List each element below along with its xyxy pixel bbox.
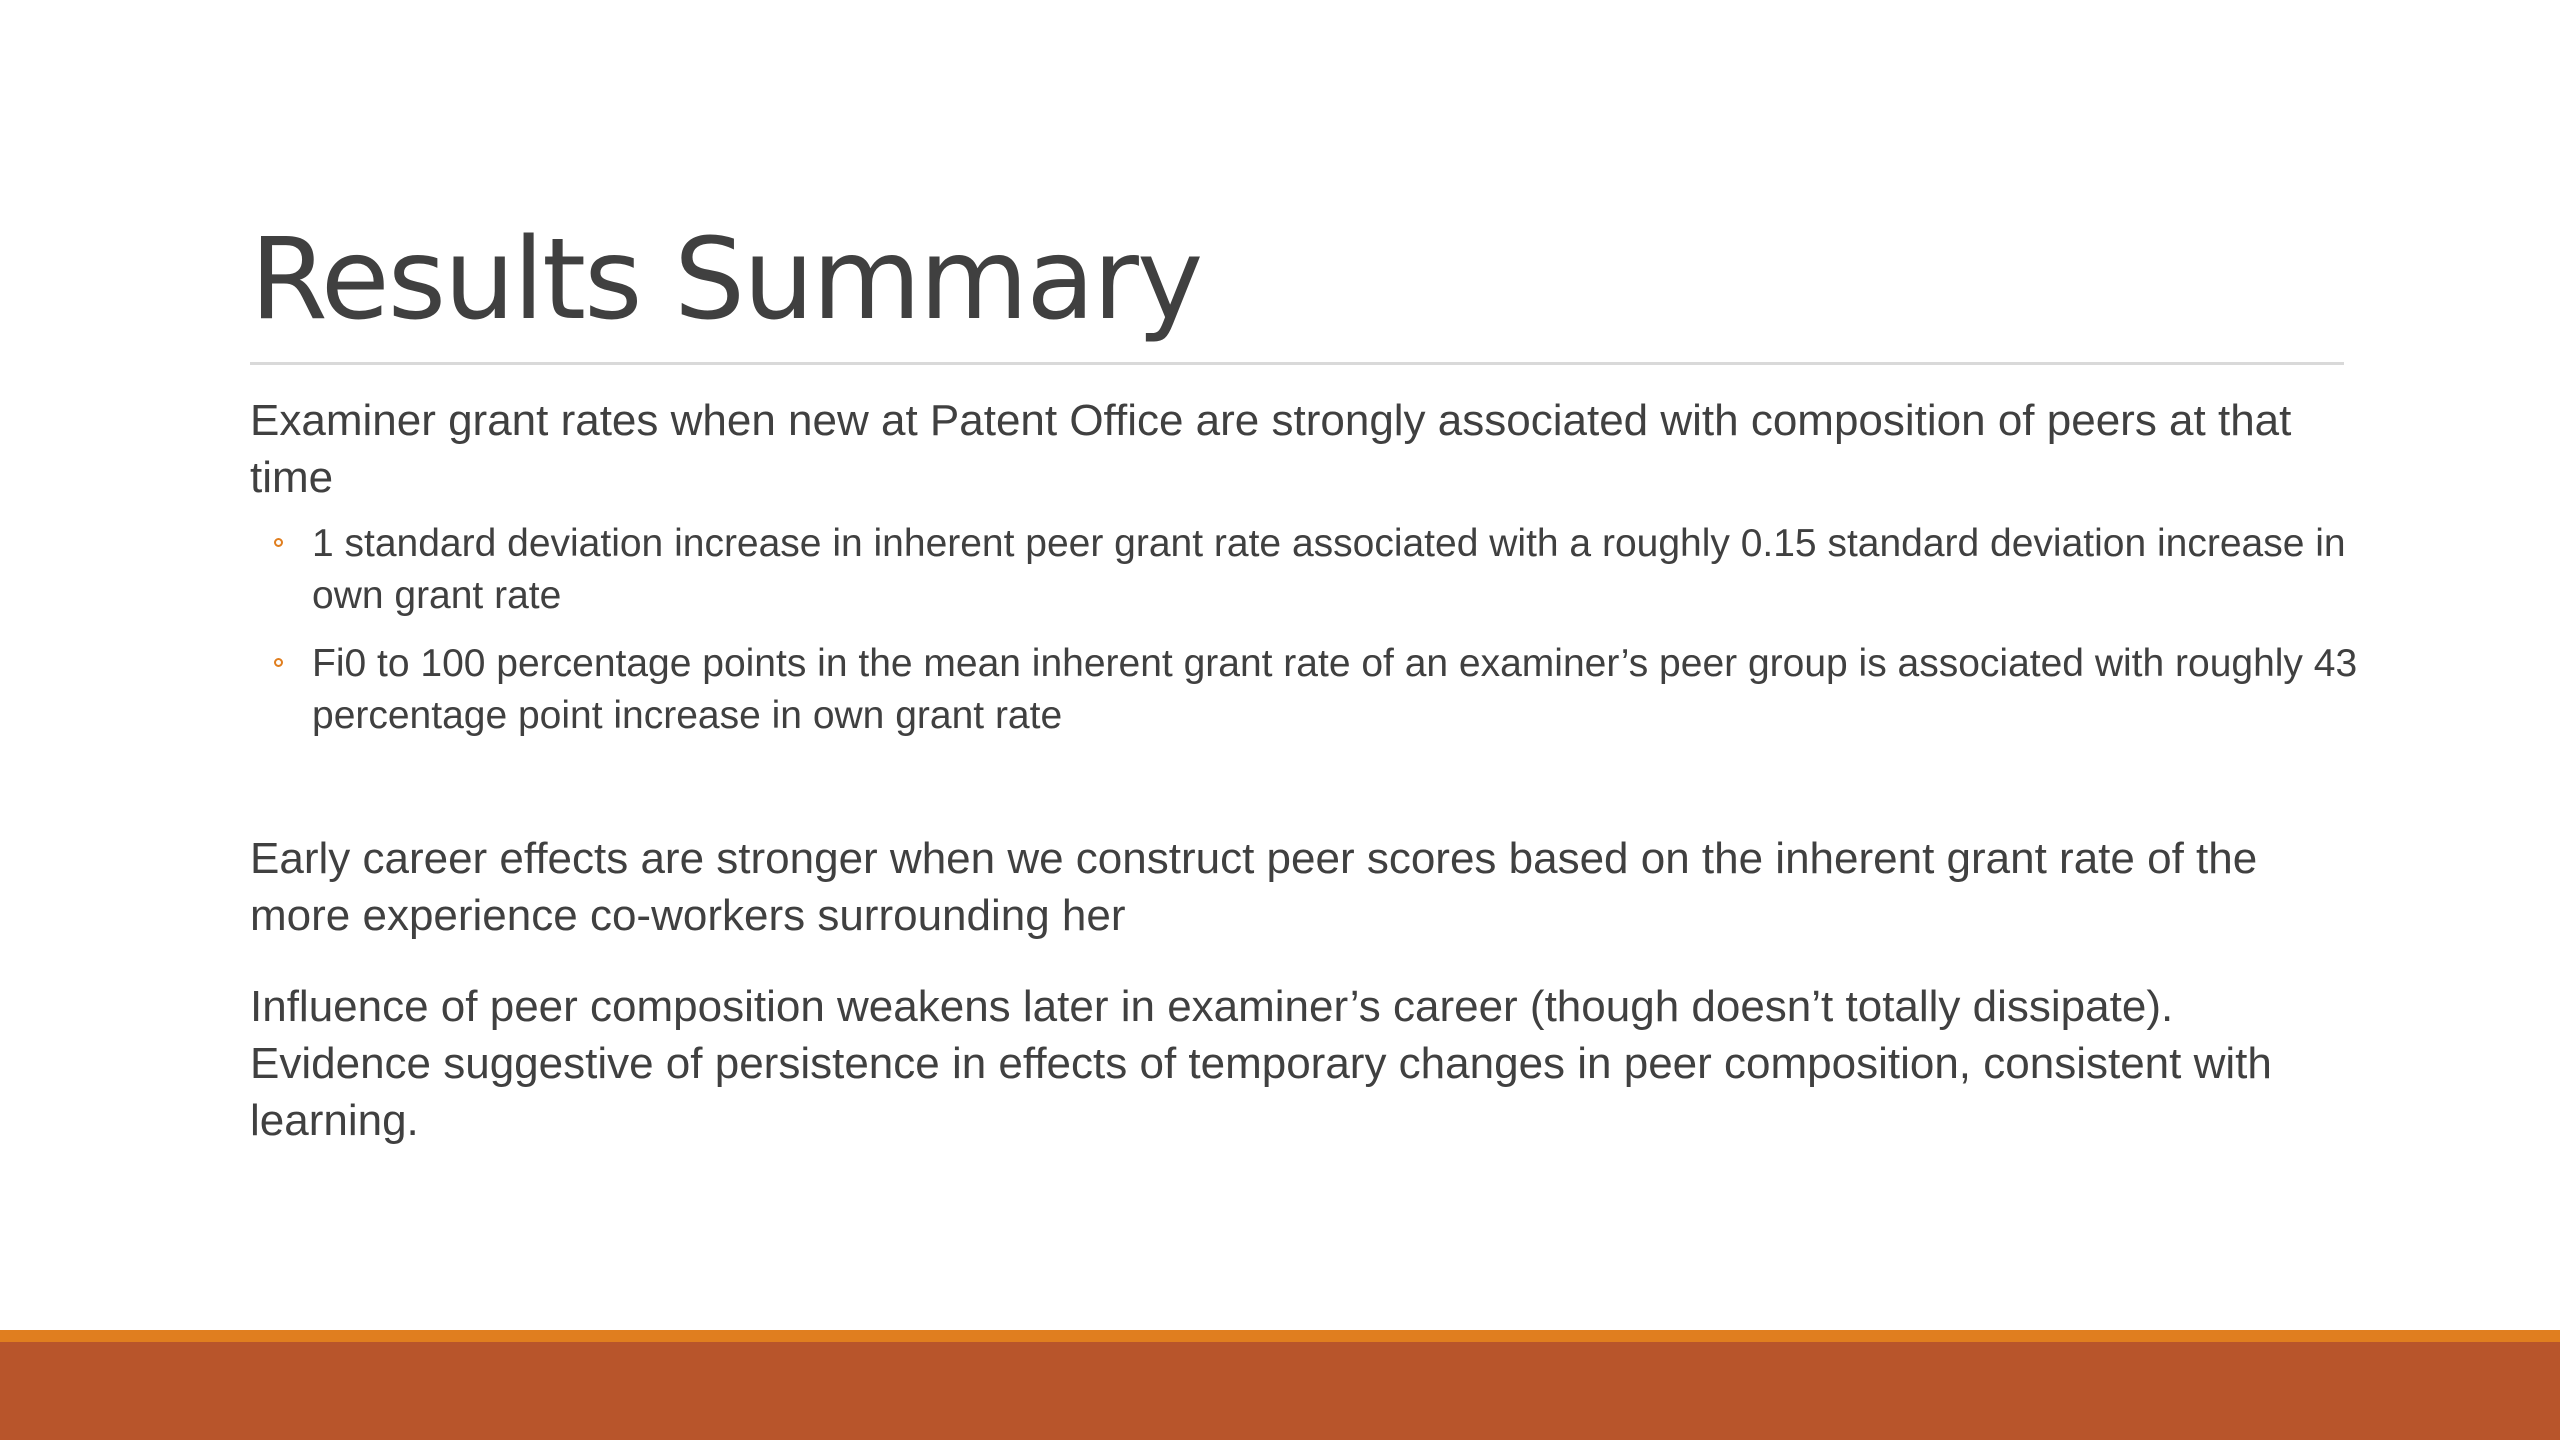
hollow-circle-bullet-icon	[274, 658, 283, 667]
sub-bullet-text: 1 standard deviation increase in inherent peer grant rate associated with a roughly 0.15 standard deviation increase in own grant rate	[312, 522, 2346, 617]
spacer	[250, 758, 2360, 830]
paragraph-peer-influence: Influence of peer composition weakens later in examiner’s career (though doesn’t totally dissipate). Evidence suggestive of persistence in effects of temporary changes in peer composition, consistent with learning.	[250, 982, 2272, 1145]
spacer	[250, 944, 2360, 978]
sub-bullet-list	[250, 518, 2360, 742]
paragraph-early-career: Early career effects are stronger when we construct peer scores based on the inherent grant rate of the more experience co-workers surrounding her	[250, 834, 2258, 940]
footer-bar	[0, 1342, 2560, 1440]
footer-accent-stripe	[0, 1330, 2560, 1342]
sub-bullet-item	[250, 518, 2360, 622]
slide-body	[250, 392, 2360, 1149]
hollow-circle-bullet-icon	[274, 538, 283, 547]
sub-bullet-item	[250, 638, 2360, 742]
title-divider	[250, 362, 2344, 365]
slide-title: Results Summary	[250, 215, 1202, 345]
paragraph-grant-rates: Examiner grant rates when new at Patent Office are strongly associated with composition of peers at that time	[250, 396, 2292, 502]
sub-bullet-text: Fi0 to 100 percentage points in the mean inherent grant rate of an examiner’s peer group is associated with roughly 43 percentage point increase in own grant rate	[312, 642, 2358, 737]
